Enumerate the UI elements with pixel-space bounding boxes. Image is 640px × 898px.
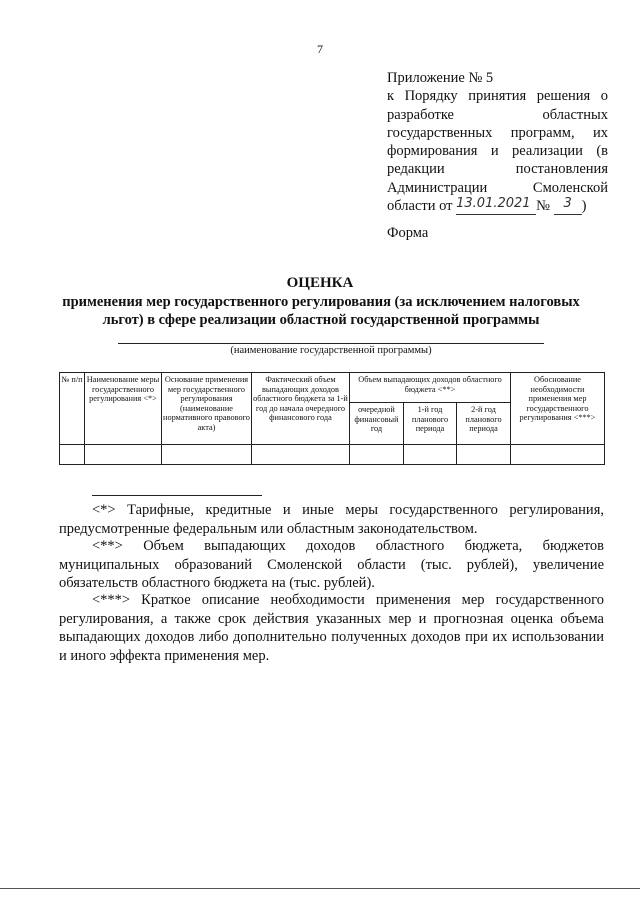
table-cell bbox=[511, 445, 605, 465]
page-number: 7 bbox=[317, 42, 323, 56]
table-cell bbox=[252, 445, 350, 465]
appendix-block bbox=[387, 69, 608, 215]
footnote-2 bbox=[59, 537, 604, 593]
word: редакции bbox=[387, 161, 445, 178]
word: Порядку bbox=[404, 88, 458, 105]
word: о bbox=[600, 88, 608, 105]
program-name-line bbox=[118, 343, 544, 344]
header-lost-revenue-volume: Объем выпадающих доходов областного бюджета <**> bbox=[350, 373, 511, 403]
word: Администрации bbox=[387, 179, 488, 196]
word: (в bbox=[596, 143, 608, 160]
handwritten-number: 3 bbox=[554, 197, 582, 215]
appendix-line-3 bbox=[387, 124, 608, 142]
table-cell bbox=[404, 445, 457, 465]
date-prefix: области от bbox=[387, 198, 453, 215]
handwritten-date: 13.01.2021 bbox=[456, 197, 536, 215]
table-header-row bbox=[60, 373, 605, 403]
word: формирования bbox=[387, 143, 478, 160]
word: реализации bbox=[512, 143, 583, 160]
assessment-table bbox=[59, 372, 605, 465]
header-second-plan-year: 2-й год планового периода bbox=[457, 403, 511, 445]
appendix-line-7 bbox=[387, 197, 608, 215]
appendix-line-4 bbox=[387, 142, 608, 160]
word: решения bbox=[536, 88, 591, 105]
number-label: № bbox=[536, 198, 550, 215]
word: государственных bbox=[387, 124, 493, 141]
form-label: Форма bbox=[387, 225, 429, 241]
appendix-line-5 bbox=[387, 160, 608, 178]
word: областных bbox=[542, 106, 608, 123]
appendix-line-2 bbox=[387, 106, 608, 124]
appendix-title: Приложение № 5 bbox=[387, 70, 494, 86]
document-subtitle: применения мер государственного регулирования (за исключением налоговых льгот) в сфере реализации областной государственной программы bbox=[62, 294, 580, 328]
header-first-plan-year: 1-й год планового периода bbox=[404, 403, 457, 445]
footnote-3 bbox=[59, 591, 604, 665]
header-basis: Основание применения мер государственного регулирования (наименование нормативного правового акта) bbox=[162, 373, 252, 445]
footnote-text: <*> Тарифные, кредитные и иные меры государственного регулирования, предусмотренные федеральным или областным законодательством. bbox=[59, 502, 604, 537]
footnote-separator bbox=[92, 495, 262, 496]
page-bottom-edge bbox=[0, 888, 640, 889]
footnote-text: <***> Краткое описание необходимости применения мер государственного регулирования, а также срок действия указанных мер и прогнозная оценка объема выпадающих доходов либо дополнительно полученных доходов при их использовании и иного эффекта применения мер. bbox=[59, 592, 604, 664]
footnote-1 bbox=[59, 501, 604, 538]
closing-paren: ) bbox=[581, 198, 587, 215]
table-cell bbox=[85, 445, 162, 465]
word: к bbox=[387, 88, 395, 105]
header-number: № п/п bbox=[60, 373, 85, 445]
header-measure-name: Наименование меры государственного регулирования <*> bbox=[85, 373, 162, 445]
table-cell bbox=[457, 445, 511, 465]
word: постановления bbox=[515, 161, 608, 178]
appendix-line-6 bbox=[387, 179, 608, 197]
table-row bbox=[60, 445, 605, 465]
word: их bbox=[592, 124, 608, 141]
appendix-line-1 bbox=[387, 87, 608, 105]
footnote-text: <**> Объем выпадающих доходов областного бюджета, бюджетов муниципальных образований Смоленской области (тыс. рублей), увеличение обязательств областного бюджета на (тыс. рублей). bbox=[59, 538, 604, 592]
header-actual-volume: Фактический объем выпадающих доходов областного бюджета за 1-й год до начала очередного финансового года bbox=[252, 373, 350, 445]
word: принятия bbox=[468, 88, 527, 105]
document-title: ОЦЕНКА bbox=[286, 275, 354, 291]
table-cell bbox=[162, 445, 252, 465]
header-justification: Обоснование необходимости применения мер государственного регулирования <***> bbox=[511, 373, 605, 445]
table-cell bbox=[60, 445, 85, 465]
program-name-caption: (наименование государственной программы) bbox=[230, 345, 432, 356]
table-cell bbox=[350, 445, 404, 465]
word: Смоленской bbox=[532, 179, 608, 196]
word: и bbox=[490, 143, 499, 160]
word: программ, bbox=[510, 124, 575, 141]
word: разработке bbox=[387, 106, 454, 123]
header-current-year: очередной финансовый год bbox=[350, 403, 404, 445]
